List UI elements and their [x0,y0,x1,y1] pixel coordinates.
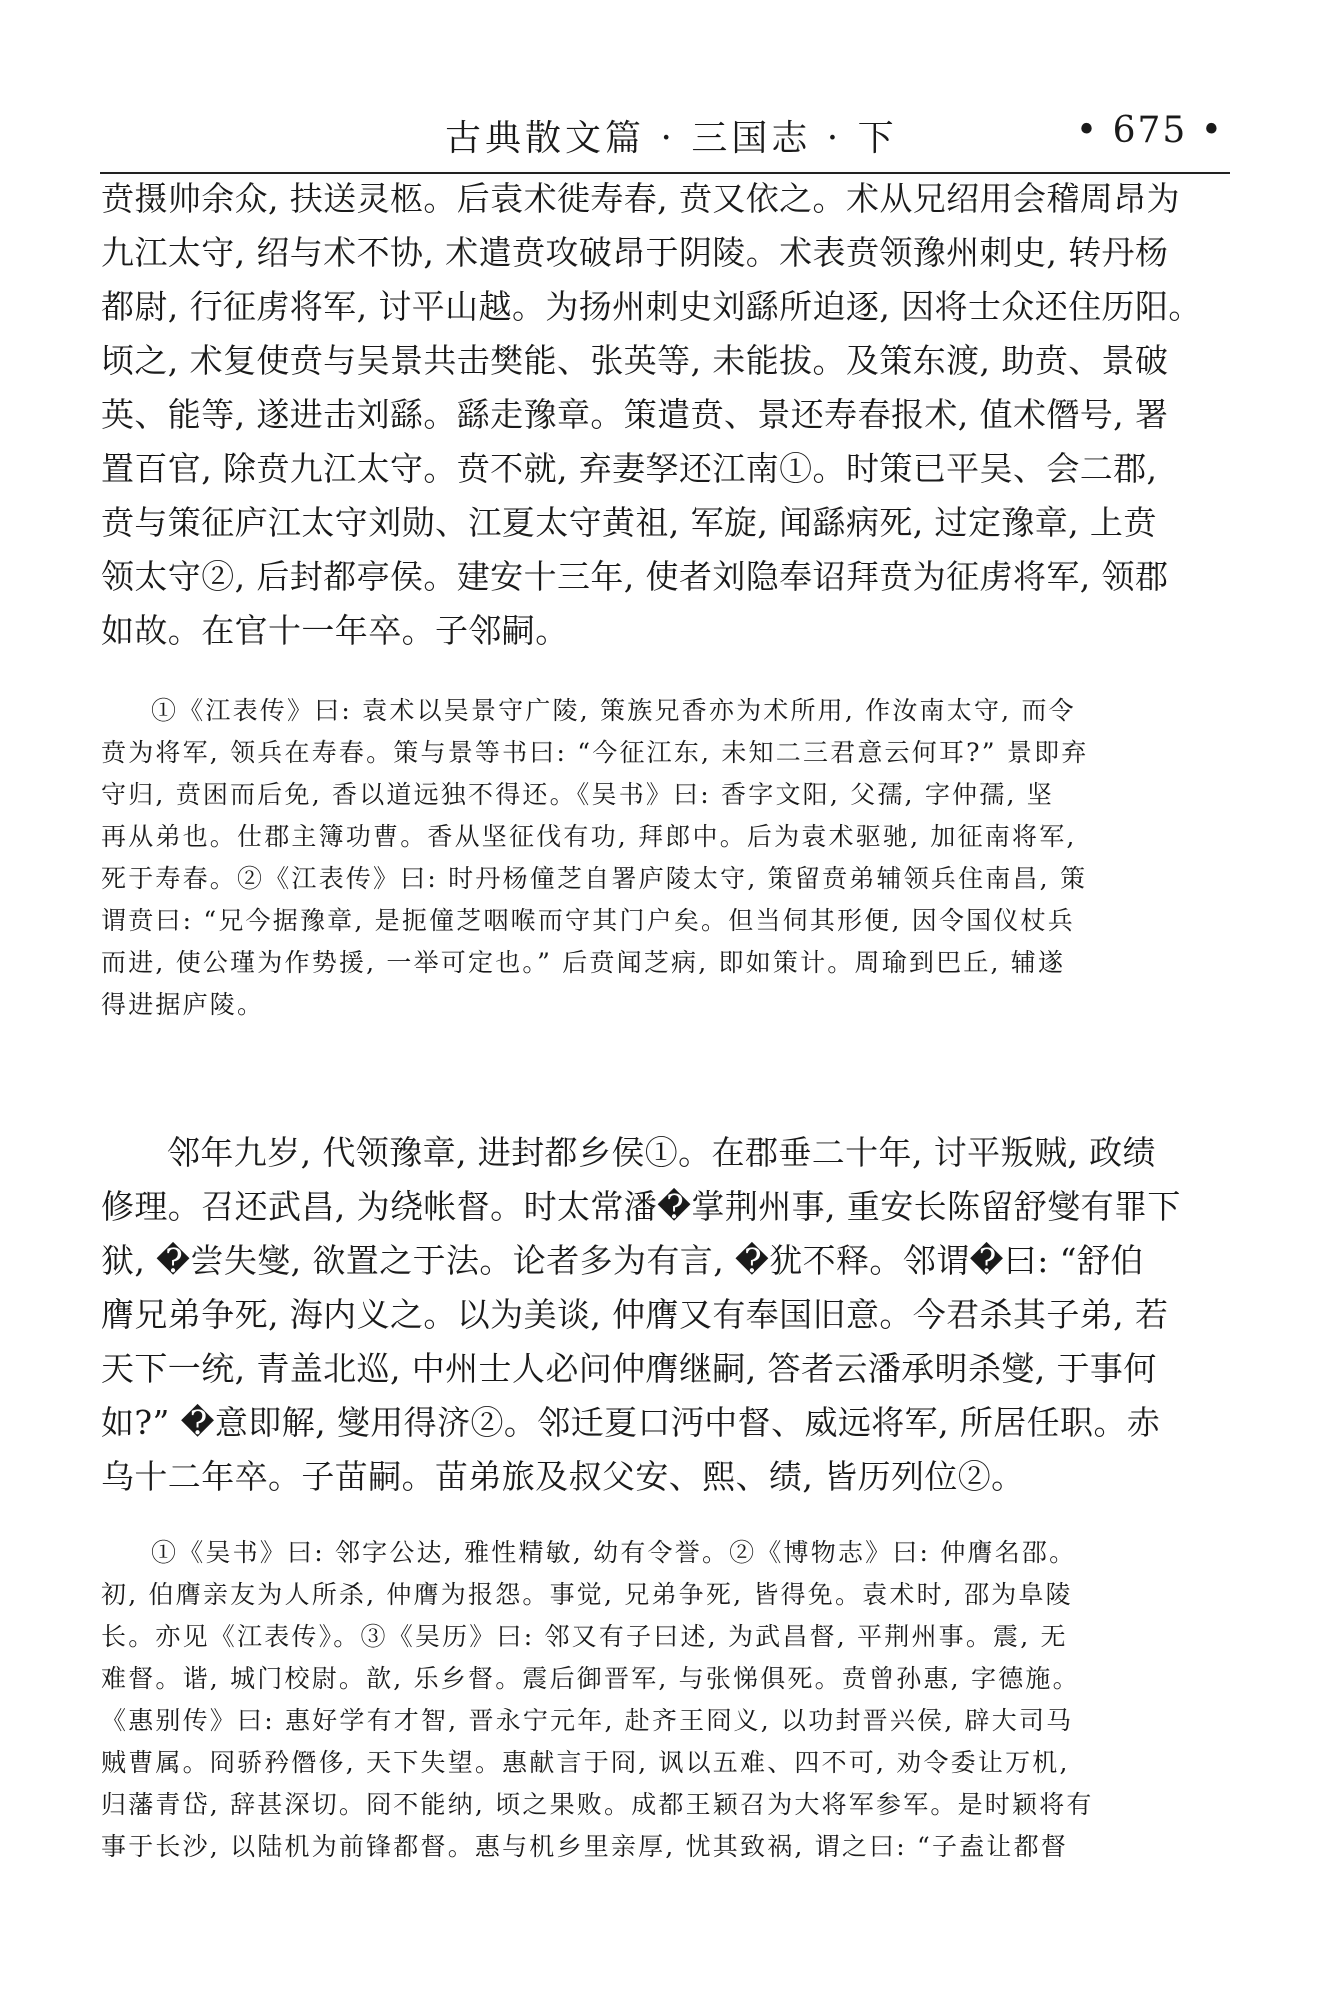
body-line: 如故。在官十一年卒。子邻嗣。 [101,611,569,650]
body-line: 贲摄帅余众, 扶送灵柩。后袁术徙寿春, 贲又依之。术从兄绍用会稽周昂为 [101,179,1180,218]
body-line: 英、能等, 遂进击刘繇。繇走豫章。策遣贲、景还寿春报术, 值术僭号, 署 [101,395,1169,434]
note-line: 贼曹属。冏骄矜僭侈, 天下失望。惠献言于冏, 讽以五难、四不可, 劝令委让万机, [101,1748,1070,1777]
note-line: 得进据庐陵。 [101,990,265,1019]
body-line: 膺兄弟争死, 海内义之。以为美谈, 仲膺又有奉国旧意。今君杀其子弟, 若 [101,1295,1169,1334]
section1-notes [101,690,1229,1026]
body-paragraph [101,1126,1229,1504]
page-number: • 675 • [1075,110,1224,151]
note-line: 守归, 贲困而后免, 香以道远独不得还。《吴书》曰: 香字文阳, 父孺, 字仲孺, 坚 [101,780,1054,809]
body-line: 贲与策征庐江太守刘勋、江夏太守黄祖, 军旋, 闻繇病死, 过定豫章, 上贲 [101,503,1157,542]
body-line: 邻年九岁, 代领豫章, 进封都乡侯①。在郡垂二十年, 讨平叛贼, 政绩 [167,1133,1156,1172]
note-line: 贲为将军, 领兵在寿春。策与景等书曰: “今征江东, 未知二三君意云何耳?” 景即弃 [101,738,1089,767]
body-line: 如?” �意即解, 燮用得济②。邻迁夏口沔中督、威远将军, 所居任职。赤 [101,1403,1161,1442]
note-line: 谓贲曰: “兄今据豫章, 是扼僮芝咽喉而守其门户矣。但当伺其形便, 因令国仪杖兵 [101,906,1075,935]
body-line: 修理。召还武昌, 为绕帐督。时太常潘�掌荆州事, 重安长陈留舒燮有罪下 [101,1187,1181,1226]
note-line: 长。亦见《江表传》。③《吴历》曰: 邻又有子曰述, 为武昌督, 平荆州事。震, 无 [101,1622,1068,1651]
body-line: 置百官, 除贲九江太守。贲不就, 弃妻孥还江南①。时策已平吴、会二郡, [101,449,1158,488]
note-line: 死于寿春。②《江表传》曰: 时丹杨僮芝自署庐陵太守, 策留贲弟辅领兵住南昌, 策 [101,864,1088,893]
note-line: ①《江表传》曰: 袁术以吴景守广陵, 策族兄香亦为术所用, 作汝南太守, 而令 [151,696,1076,725]
annotation-paragraph [101,1532,1229,1868]
annotation-paragraph [101,690,1229,1026]
body-paragraph [101,172,1229,658]
note-line: 《惠别传》曰: 惠好学有才智, 晋永宁元年, 赴齐王冏义, 以功封晋兴侯, 辟大司马 [101,1706,1074,1735]
body-line: 顷之, 术复使贲与吴景共击樊能、张英等, 未能拔。及策东渡, 助贲、景破 [101,341,1169,380]
body-line: 都尉, 行征虏将军, 讨平山越。为扬州刺史刘繇所迫逐, 因将士众还住历阳。 [101,287,1202,326]
note-line: 而进, 使公瑾为作势援, 一举可定也。” 后贲闻芝病, 即如策计。周瑜到巴丘, 辅遂 [101,948,1066,977]
section2-body [101,1126,1229,1504]
body-line: 狱, �尝失燮, 欲置之于法。论者多为有言, �犹不释。邻谓�曰: “舒伯 [101,1241,1144,1280]
note-line: 归藩青岱, 辞甚深切。冏不能纳, 顷之果败。成都王颖召为大将军参军。是时颖将有 [101,1790,1094,1819]
body-line: 领太守②, 后封都亭侯。建安十三年, 使者刘隐奉诏拜贲为征虏将军, 领郡 [101,557,1169,596]
note-line: 初, 伯膺亲友为人所杀, 仲膺为报怨。事觉, 兄弟争死, 皆得免。袁术时, 邵为阜陵 [101,1580,1073,1609]
note-line: 再从弟也。仕郡主簿功曹。香从坚征伐有功, 拜郎中。后为袁术驱驰, 加征南将军, [101,822,1077,851]
note-line: ①《吴书》曰: 邻字公达, 雅性精敏, 幼有令誉。②《博物志》曰: 仲膺名邵。 [151,1538,1077,1567]
section2-notes [101,1532,1229,1868]
section1-body [101,172,1229,658]
note-line: 难督。谐, 城门校尉。歆, 乐乡督。震后御晋军, 与张悌俱死。贲曾孙惠, 字德施。 [101,1664,1080,1693]
running-header [100,100,1230,174]
note-line: 事于长沙, 以陆机为前锋都督。惠与机乡里亲厚, 忧其致祸, 谓之曰: “子盍让都督 [101,1832,1069,1861]
body-line: 天下一统, 青盖北巡, 中州士人必问仲膺继嗣, 答者云潘承明杀燮, 于事何 [101,1349,1157,1388]
header-title: 古典散文篇 · 三国志 · 下 [445,118,898,159]
body-line: 九江太守, 绍与术不协, 术遣贲攻破昂于阴陵。术表贲领豫州刺史, 转丹杨 [101,233,1169,272]
body-line: 乌十二年卒。子苗嗣。苗弟旅及叔父安、熙、绩, 皆历列位②。 [101,1457,1025,1496]
